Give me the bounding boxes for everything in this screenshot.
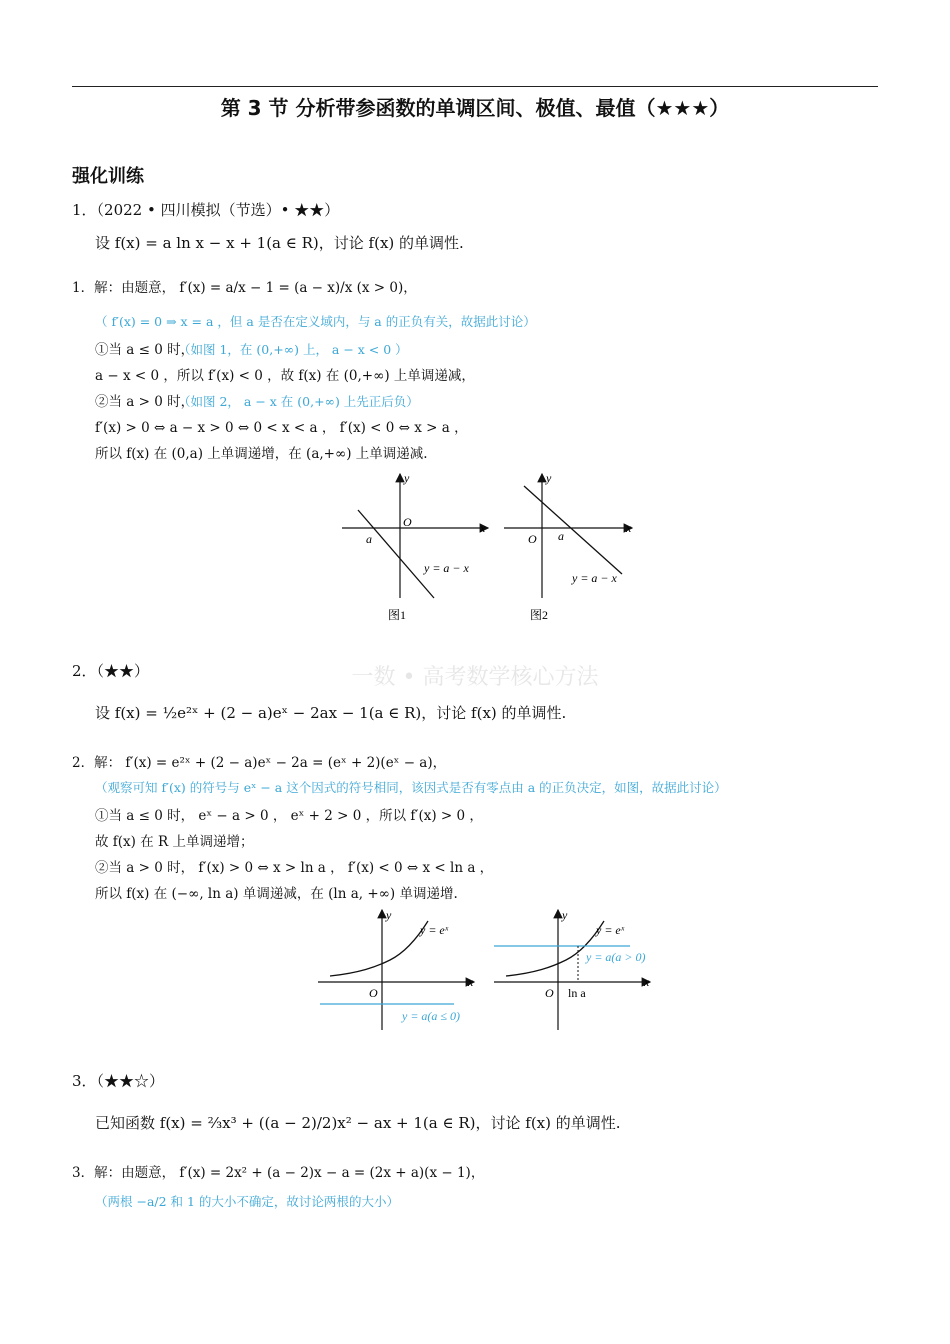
q1-text: 设 f(x) = a ln x − x + 1(a ∈ R)，讨论 f(x) 的单调性.	[95, 234, 464, 252]
x-axis-label: x	[644, 975, 650, 989]
y-axis-label: y	[404, 471, 410, 485]
q2-solution-line: ②当 a > 0 时， f′(x) > 0 ⇔ x > ln a ， f′(x) < 0 ⇔ x < ln a ，	[95, 860, 494, 876]
a-label: a	[558, 529, 564, 543]
line-label: y = a(a ≤ 0)	[402, 1009, 461, 1023]
y-axis-label: y	[386, 908, 392, 922]
x-axis-label: x	[626, 521, 632, 535]
figure-caption: 图2	[530, 608, 549, 622]
q1-note: （如图 2， a − x 在 (0,+∞) 上先正后负）	[178, 394, 419, 409]
line-label: y = a − x	[572, 571, 617, 585]
x-axis-label: x	[480, 521, 486, 535]
line-label: y = a − x	[424, 561, 469, 575]
figure-exp-a-positive	[490, 905, 660, 1035]
q1-solution-line: 1．解：由题意， f′(x) = a/x − 1 = (a − x)/x (x > 0)，	[72, 280, 417, 296]
lna-label: ln a	[568, 986, 586, 1000]
q2-header: 2．（★★）	[72, 662, 150, 680]
origin-label: O	[403, 515, 412, 529]
curve-exp	[506, 921, 604, 976]
x-axis-label: x	[468, 975, 474, 989]
q2-note: （观察可知 f′(x) 的符号与 eˣ − a 这个因式的符号相同，该因式是否有零点由 a 的正负决定，如图，故据此讨论）	[95, 780, 727, 795]
page-title: 第 3 节 分析带参函数的单调区间、极值、最值（★★★）	[220, 96, 730, 120]
curve-label: y = eˣ	[596, 923, 625, 937]
q1-note: （ f′(x) = 0 ⇒ x = a ，但 a 是否在定义域内，与 a 的正负有关，故据此讨论）	[95, 314, 536, 329]
q1-solution-line: a − x < 0 ，所以 f′(x) < 0 ，故 f(x) 在 (0,+∞) 上单调递减，	[95, 368, 475, 384]
q3-text: 已知函数 f(x) = ⅔x³ + ((a − 2)/2)x² − ax + 1(a ∈ R)，讨论 f(x) 的单调性.	[95, 1114, 621, 1132]
curve-exp	[330, 921, 428, 976]
line-y-a-minus-x	[524, 486, 622, 574]
q3-header: 3．（★★☆）	[72, 1072, 165, 1090]
q2-solution-line: 所以 f(x) 在 (−∞, ln a) 单调递减，在 (ln a, +∞) 单调递增.	[95, 886, 458, 902]
origin-label: O	[528, 532, 537, 546]
watermark: 一数 • 高考数学核心方法	[351, 665, 599, 690]
q3-solution-line: 3．解：由题意， f′(x) = 2x² + (a − 2)x − a = (2x + a)(x − 1)，	[72, 1165, 485, 1181]
a-label: a	[366, 532, 372, 546]
y-axis-label: y	[562, 908, 568, 922]
line-label: y = a(a > 0)	[586, 950, 646, 964]
section-heading: 强化训练	[72, 166, 144, 187]
figure-caption: 图1	[388, 608, 407, 622]
y-axis-label: y	[546, 471, 552, 485]
figure-exp-a-nonpositive	[314, 905, 484, 1035]
figure-1	[338, 470, 498, 630]
curve-label: y = eˣ	[420, 923, 449, 937]
q1-solution-line: ②当 a > 0 时，	[95, 394, 195, 410]
origin-label: O	[369, 986, 378, 1000]
q1-solution-line: 所以 f(x) 在 (0,a) 上单调递增，在 (a,+∞) 上单调递减.	[95, 446, 428, 462]
q1-header: 1．（2022 • 四川模拟（节选）• ★★）	[72, 201, 340, 219]
figure-2	[500, 470, 640, 630]
q1-solution-line: ①当 a ≤ 0 时，	[95, 342, 195, 358]
q1-solution-line: f′(x) > 0 ⇔ a − x > 0 ⇔ 0 < x < a ， f′(x) < 0 ⇔ x > a ，	[95, 420, 468, 436]
q2-text: 设 f(x) = ½e²ˣ + (2 − a)eˣ − 2ax − 1(a ∈ R)，讨论 f(x) 的单调性.	[95, 704, 567, 722]
title-rule	[72, 86, 878, 87]
origin-label: O	[545, 986, 554, 1000]
line-y-a-minus-x	[358, 510, 434, 598]
q1-note: （如图 1，在 (0,+∞) 上， a − x < 0 ）	[178, 342, 408, 357]
q3-note: （两根 −a/2 和 1 的大小不确定，故讨论两根的大小）	[95, 1194, 399, 1209]
q2-solution-line: 2．解： f′(x) = e²ˣ + (2 − a)eˣ − 2a = (eˣ + 2)(eˣ − a)，	[72, 755, 447, 771]
q2-solution-line: 故 f(x) 在 R 上单调递增；	[95, 834, 254, 850]
q2-solution-line: ①当 a ≤ 0 时， eˣ − a > 0 ， eˣ + 2 > 0 ，所以 f′(x) > 0 ，	[95, 808, 483, 824]
